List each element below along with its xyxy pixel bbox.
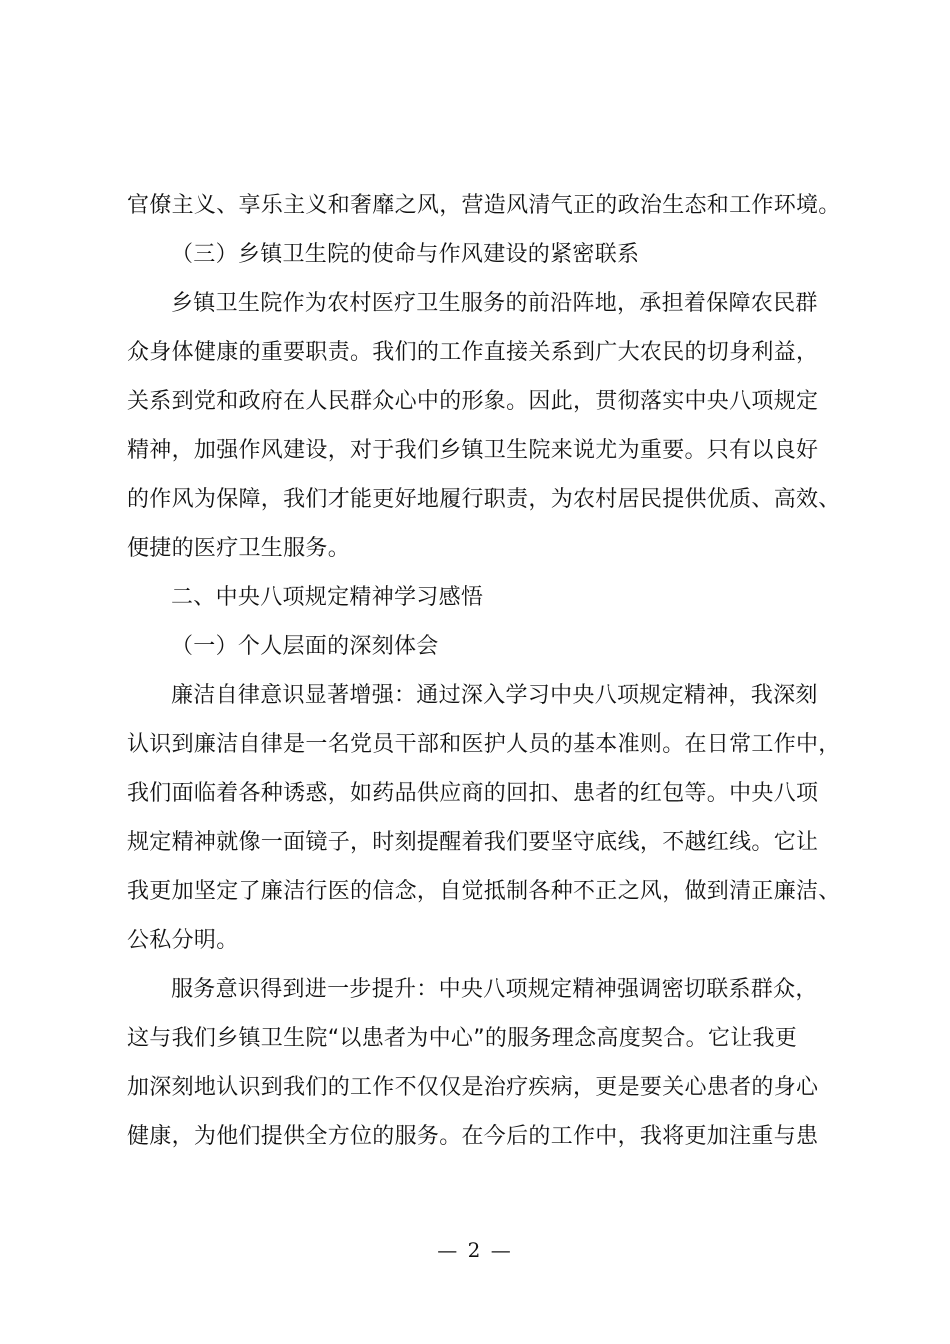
section-heading: （一）个人层面的深刻体会 — [171, 634, 439, 659]
text-line: 廉洁自律意识显著增强：通过深入学习中央八项规定精神，我深刻 — [171, 683, 818, 708]
text-line: 这与我们乡镇卫生院“以患者为中心”的服务理念高度契合。它让我更 — [127, 1026, 798, 1051]
document-body — [127, 181, 842, 1161]
text-line: 服务意识得到进一步提升：中央八项规定精神强调密切联系群众， — [171, 977, 818, 1002]
text-line: 我们面临着各种诱惑，如药品供应商的回扣、患者的红包等。中央八项 — [127, 781, 819, 806]
text-line: 规定精神就像一面镜子，时刻提醒着我们要坚守底线，不越红线。它让 — [127, 830, 819, 855]
text-line: 加深刻地认识到我们的工作不仅仅是治疗疾病，更是要关心患者的身心 — [127, 1075, 819, 1100]
chapter-heading: 二、中央八项规定精神学习感悟 — [171, 585, 484, 610]
text-line: 乡镇卫生院作为农村医疗卫生服务的前沿阵地，承担着保障农民群 — [171, 291, 818, 316]
text-line: 关系到党和政府在人民群众心中的形象。因此，贯彻落实中央八项规定 — [127, 389, 819, 414]
text-line: 精神，加强作风建设，对于我们乡镇卫生院来说尤为重要。只有以良好 — [127, 438, 819, 463]
text-line: 便捷的医疗卫生服务。 — [127, 536, 351, 561]
text-line: 认识到廉洁自律是一名党员干部和医护人员的基本准则。在日常工作中， — [127, 732, 841, 757]
text-line: 健康，为他们提供全方位的服务。在今后的工作中，我将更加注重与患 — [127, 1124, 819, 1149]
text-line: 官僚主义、享乐主义和奢靡之风，营造风清气正的政治生态和工作环境。 — [127, 193, 841, 218]
text-line: 众身体健康的重要职责。我们的工作直接关系到广大农民的切身利益， — [127, 340, 819, 365]
text-line: 公私分明。 — [127, 928, 239, 953]
page-number: — 2 — — [437, 1238, 513, 1262]
text-line: 我更加坚定了廉洁行医的信念，自觉抵制各种不正之风，做到清正廉洁、 — [127, 879, 841, 904]
section-heading: （三）乡镇卫生院的使命与作风建设的紧密联系 — [171, 242, 640, 267]
text-line: 的作风为保障，我们才能更好地履行职责，为农村居民提供优质、高效、 — [127, 487, 841, 512]
